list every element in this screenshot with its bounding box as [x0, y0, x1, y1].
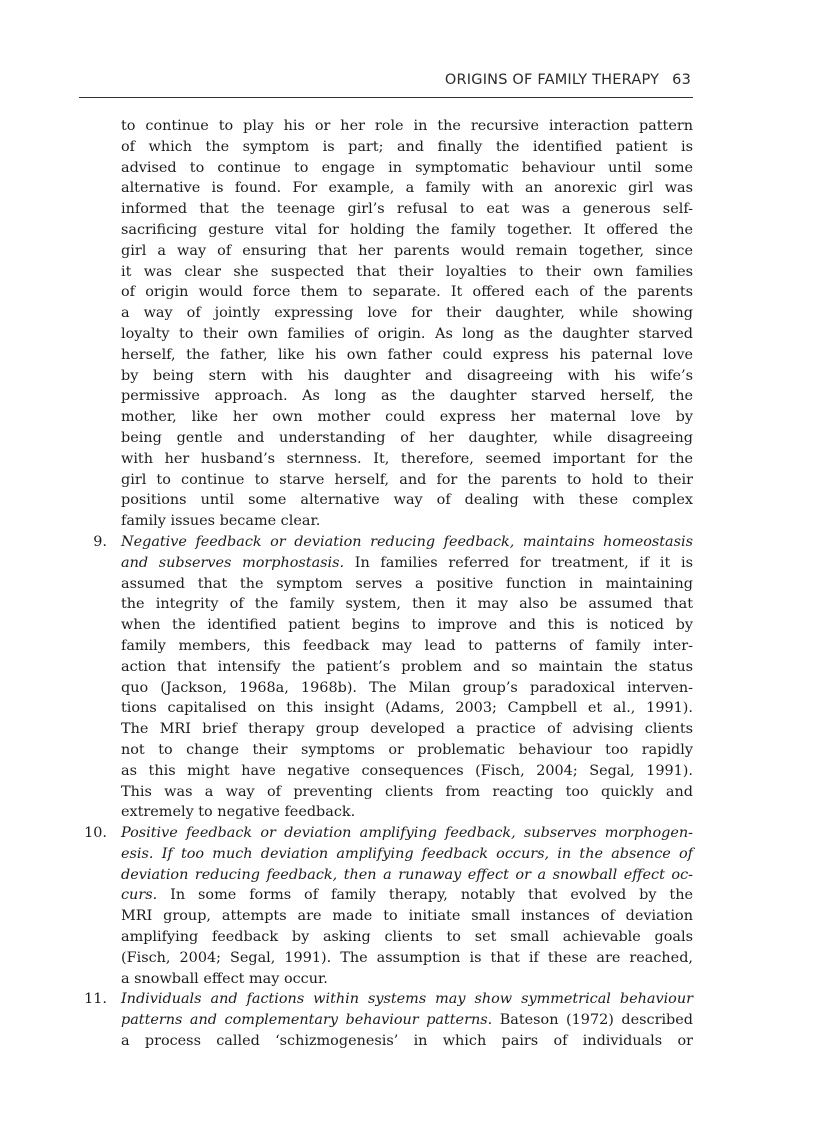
- text-line: loyalty to their own families of origin. As long as the daughter starved: [121, 325, 693, 342]
- text-line: advised to continue to engage in symptomatic behaviour until some: [121, 159, 693, 176]
- roman-run: as this might have negative consequences (Fisch, 2004; Segal, 1991).: [121, 762, 693, 779]
- text-line: [121, 989, 693, 1010]
- text-line: [121, 969, 693, 990]
- text-line: [121, 574, 693, 595]
- roman-run: not to change their symptoms or problematic behaviour too rapidly: [121, 741, 693, 758]
- text-line: [121, 782, 693, 803]
- list-item-11: [84, 989, 693, 1051]
- text-line: [121, 1010, 693, 1031]
- roman-run: assumed that the symptom serves a positive function in maintaining: [121, 575, 693, 592]
- roman-run: tions capitalised on this insight (Adams, 2003; Campbell et al., 1991).: [121, 700, 693, 717]
- text-line: of origin would force them to separate. It offered each of the parents: [121, 284, 693, 301]
- running-title: ORIGINS OF FAMILY THERAPY: [444, 72, 660, 88]
- text-line: [121, 740, 693, 761]
- roman-run: the integrity of the family system, then it may also be assumed that: [121, 596, 693, 613]
- text-line: family issues became clear.: [121, 513, 321, 530]
- continuation-paragraph: [121, 116, 693, 532]
- text-line: girl to continue to starve herself, and for the parents to hold to their: [121, 471, 693, 488]
- text-line: [121, 553, 693, 574]
- italic-run: and subserves morphostasis.: [121, 554, 345, 571]
- italic-run: deviation reducing feedback, then a runaway effect or a snowball effect oc-: [121, 866, 693, 883]
- header-rule: [79, 97, 693, 98]
- text-line: mother, like her own mother could express her maternal love by: [121, 409, 693, 426]
- text-line: a way of jointly expressing love for their daughter, while showing: [121, 305, 693, 322]
- text-line: to continue to play his or her role in the recursive interaction pattern: [121, 118, 693, 134]
- italic-run: esis. If too much deviation amplifying feedback occurs, in the absence of: [121, 845, 693, 862]
- italic-run: Negative feedback or deviation reducing feedback, maintains homeostasis: [121, 533, 693, 550]
- text-line: [121, 802, 693, 823]
- italic-run: patterns and complementary behaviour patterns.: [121, 1012, 493, 1029]
- text-line: [121, 927, 693, 948]
- roman-run: amplifying feedback by asking clients to set small achievable goals: [121, 929, 693, 946]
- roman-run: action that intensify the patient’s problem and so maintain the status: [121, 658, 693, 675]
- text-line: alternative is found. For example, a family with an anorexic girl was: [121, 180, 693, 197]
- text-line: [121, 823, 693, 844]
- text-line: being gentle and understanding of her daughter, while disagreeing: [121, 429, 693, 446]
- list-item-9: [93, 532, 693, 823]
- text-line: positions until some alternative way of dealing with these complex: [121, 492, 693, 509]
- roman-run: a snowball effect may occur.: [121, 970, 328, 987]
- text-line: [121, 844, 693, 865]
- text-line: [121, 657, 693, 678]
- running-header: [79, 72, 691, 96]
- roman-run: when the identified patient begins to improve and this is noticed by: [121, 617, 693, 634]
- roman-run: a process called ‘schizmogenesis’ in which pairs of individuals or: [121, 1033, 693, 1050]
- text-line: with her husband’s sternness. It, therefore, seemed important for the: [121, 450, 693, 467]
- list-number: 9.: [93, 533, 107, 550]
- text-line: informed that the teenage girl’s refusal to eat was a generous self-: [121, 201, 693, 218]
- text-line: herself, the father, like his own father could express his paternal love: [121, 346, 693, 363]
- roman-run: In families referred for treatment, if it is: [344, 554, 693, 571]
- text-line: of which the symptom is part; and finally the identified patient is: [121, 138, 693, 155]
- text-line: [121, 948, 693, 969]
- italic-run: Positive feedback or deviation amplifying feedback, subserves morphogen-: [121, 825, 693, 842]
- text-line: [121, 615, 693, 636]
- text-line: sacrificing gesture vital for holding the family together. It offered the: [121, 221, 693, 238]
- list-number: 11.: [84, 991, 107, 1008]
- roman-run: (Fisch, 2004; Segal, 1991). The assumption is that if these are reached,: [121, 949, 693, 966]
- text-line: [121, 761, 693, 782]
- italic-run: curs.: [121, 887, 158, 904]
- list-item-10: [84, 823, 693, 989]
- roman-run: In some forms of family therapy, notably that evolved by the: [157, 887, 693, 904]
- text-line: [121, 698, 693, 719]
- text-line: [121, 678, 693, 699]
- text-line: [121, 594, 693, 615]
- text-line: [121, 1031, 693, 1052]
- text-line: [121, 865, 693, 886]
- roman-run: family members, this feedback may lead to patterns of family inter-: [121, 637, 693, 654]
- text-line: [121, 636, 693, 657]
- list-number: 10.: [84, 825, 107, 842]
- text-line: [121, 906, 693, 927]
- roman-run: quo (Jackson, 1968a, 1968b). The Milan group’s paradoxical interven-: [121, 679, 693, 696]
- page-number: 63: [672, 72, 691, 88]
- body-text: [84, 116, 693, 1052]
- text-line: by being stern with his daughter and disagreeing with his wife’s: [121, 367, 693, 384]
- roman-run: MRI group, attempts are made to initiate small instances of deviation: [121, 908, 693, 925]
- roman-run: Bateson (1972) described: [492, 1012, 693, 1029]
- text-line: [121, 532, 693, 553]
- text-line: girl a way of ensuring that her parents would remain together, since: [121, 242, 693, 259]
- roman-run: This was a way of preventing clients from reacting too quickly and: [121, 783, 693, 800]
- text-line: [121, 719, 693, 740]
- roman-run: The MRI brief therapy group developed a practice of advising clients: [121, 721, 693, 738]
- text-line: [121, 885, 693, 906]
- text-line: permissive approach. As long as the daughter starved herself, the: [121, 388, 693, 405]
- roman-run: extremely to negative feedback.: [121, 804, 356, 821]
- italic-run: Individuals and factions within systems may show symmetrical behaviour: [121, 991, 693, 1008]
- text-line: it was clear she suspected that their loyalties to their own families: [121, 263, 693, 280]
